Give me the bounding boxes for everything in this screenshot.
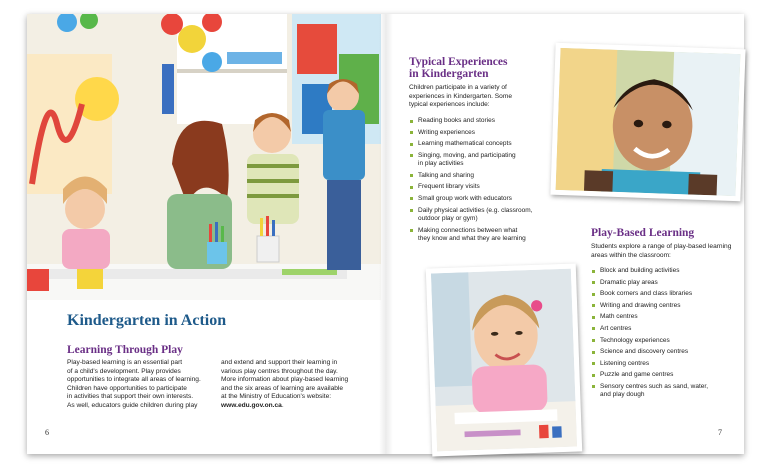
list-item: Small group work with educators [409,195,559,203]
list-item: Block and building activities [591,267,741,275]
boy-photo [550,43,745,202]
list-item: Book corners and class libraries [591,290,741,298]
body-column-1 [67,359,217,411]
text-line [221,402,371,411]
classroom-photo [27,14,381,300]
list-item: Science and discovery centres [591,348,741,356]
section-subheading: Learning Through Play [67,344,183,356]
right-page [385,14,744,454]
list-item: Reading books and stories [409,117,559,125]
list-item: Writing and drawing centres [591,302,741,310]
list-item: Frequent library visits [409,183,559,191]
page-number-left: 6 [45,428,49,437]
website-link[interactable]: www.edu.gov.on.ca [221,401,282,409]
body-column-2 [221,359,371,411]
list-item: Learning mathematical concepts [409,140,559,148]
play-intro [591,243,741,260]
list-item: Sensory centres such as sand, water, and play dough [591,383,741,400]
list-item: Daily physical activities (e.g. classroom, outdoor play or gym) [409,207,559,224]
play-areas-list [591,267,741,403]
list-item: Math centres [591,313,741,321]
heading-line: Typical Experiences [409,56,508,68]
text-line: Students explore a range of play-based learning [591,243,732,250]
heading-line: in Kindergarten [409,68,489,80]
play-based-heading: Play-Based Learning [591,227,695,239]
list-item: Making connections between what they know and what they are learning [409,227,559,244]
list-item: Technology experiences [591,337,741,345]
list-item: Talking and sharing [409,172,559,180]
text-line: More information about play-based learning [221,376,349,384]
text-line: Play-based learning is an essential part [67,359,183,366]
text-line: opportunities to integrate all areas of learning. [67,376,201,384]
text-line: As well, educators guide children during play [67,401,198,409]
text-line: and extend and support their learning in [221,359,338,366]
text-line: experiences in Kindergarten. Some [409,92,512,100]
list-item: Dramatic play areas [591,279,741,287]
text-line: Children have opportunities to participate [67,384,187,392]
text-line: and the six areas of learning are available [221,384,344,392]
text-line: in activities that support their own interests. [67,393,194,401]
text-line: of a child's development. Play provides [67,367,181,375]
list-item: Art centres [591,325,741,333]
list-item: Puzzle and game centres [591,371,741,379]
page-number-right: 7 [718,428,722,437]
text-line: Children participate in a variety of [409,84,507,91]
typical-intro [409,84,559,110]
list-item: Writing experiences [409,129,559,137]
left-page [27,14,385,454]
brochure-spread [27,14,744,454]
typical-experiences-heading [409,56,508,80]
text-line: various play centres throughout the day. [221,367,338,375]
typical-experiences-list [409,117,559,247]
girl-photo [426,263,582,456]
list-item: Listening centres [591,360,741,368]
text-line: at the Ministry of Education's website: [221,393,332,401]
text-line: areas within the classroom: [591,251,671,259]
website-suffix: . [281,401,284,409]
page-heading: Kindergarten in Action [67,312,227,329]
list-item: Singing, moving, and participating in play activities [409,152,559,169]
text-line: typical experiences include: [409,101,490,109]
